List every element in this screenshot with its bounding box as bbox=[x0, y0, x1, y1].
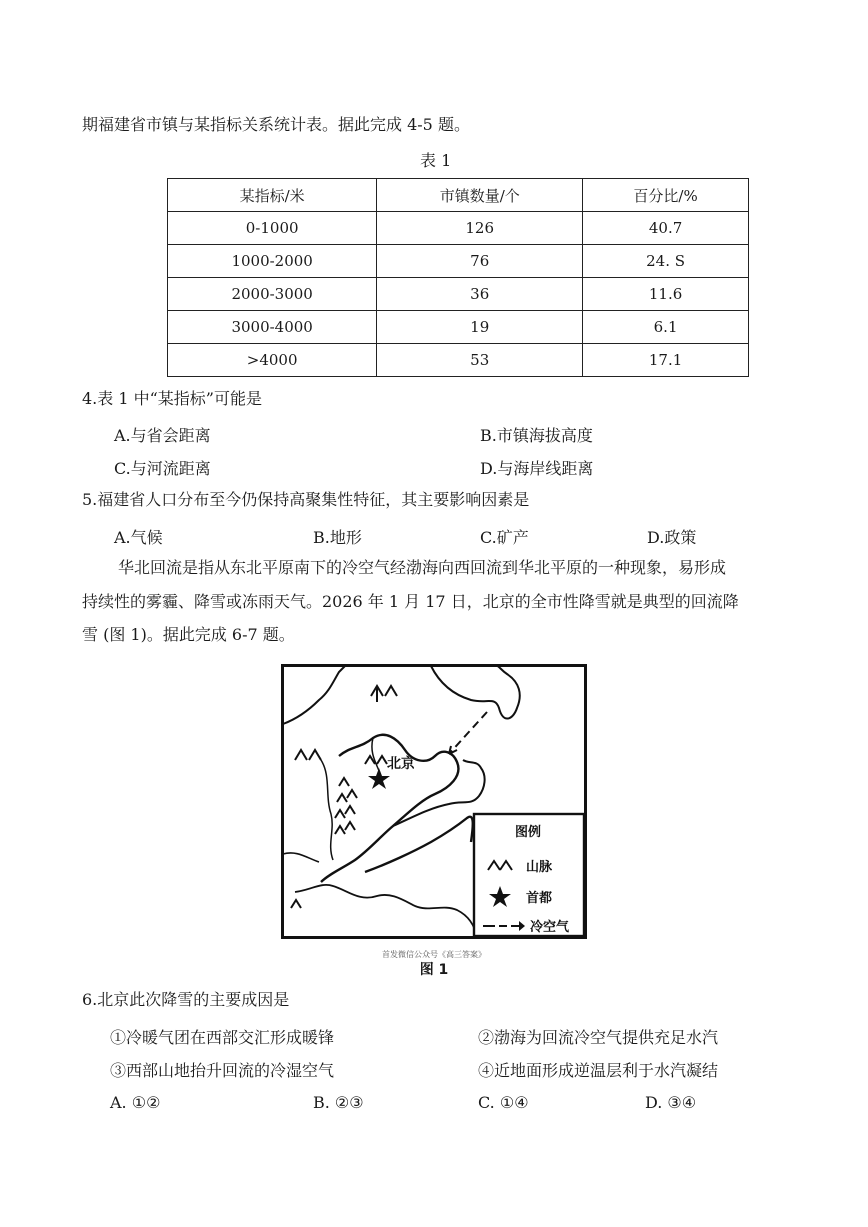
table-row bbox=[168, 344, 749, 377]
q6-statement-1: ①冷暖气团在西部交汇形成暖锋 bbox=[110, 1028, 335, 1047]
passage-line-2: 持续性的雾霾、降雪或冻雨天气。2026 年 1 月 17 日，北京的全市性降雪就是典型的回流降 bbox=[82, 592, 739, 611]
legend-item-mountain: 山脉 bbox=[526, 860, 553, 875]
q6-option-b[interactable]: B. ②③ bbox=[313, 1093, 364, 1112]
q4-stem: 4.表 1 中“某指标”可能是 bbox=[82, 389, 262, 408]
q6-statement-3: ③西部山地抬升回流的冷湿空气 bbox=[110, 1061, 335, 1080]
q6-statement-4: ④近地面形成逆温层利于水汽凝结 bbox=[478, 1061, 719, 1080]
table-cell: 126 bbox=[377, 212, 583, 245]
table-cell: 0-1000 bbox=[168, 212, 377, 245]
legend-item-capital: 首都 bbox=[526, 891, 553, 906]
table-cell: 19 bbox=[377, 311, 583, 344]
q6-statement-2: ②渤海为回流冷空气提供充足水汽 bbox=[478, 1028, 719, 1047]
intro-line: 期福建省市镇与某指标关系统计表。据此完成 4-5 题。 bbox=[82, 115, 470, 134]
legend-title: 图例 bbox=[515, 825, 542, 840]
table-cell: 3000-4000 bbox=[168, 311, 377, 344]
table-cell: 6.1 bbox=[583, 311, 749, 344]
q4-option-a[interactable]: A.与省会距离 bbox=[114, 426, 211, 445]
q5-option-d[interactable]: D.政策 bbox=[647, 528, 697, 547]
table-cell: 53 bbox=[377, 344, 583, 377]
table-cell: 40.7 bbox=[583, 212, 749, 245]
passage-line-3: 雪 (图 1)。据此完成 6-7 题。 bbox=[82, 625, 295, 644]
q5-option-b[interactable]: B.地形 bbox=[313, 528, 362, 547]
q6-option-d[interactable]: D. ③④ bbox=[645, 1093, 697, 1112]
stats-table bbox=[167, 178, 749, 377]
q4-option-b[interactable]: B.市镇海拔高度 bbox=[480, 426, 593, 445]
table-row bbox=[168, 245, 749, 278]
map-legend bbox=[474, 814, 584, 936]
table-caption: 表 1 bbox=[420, 151, 452, 170]
q4-option-d[interactable]: D.与海岸线距离 bbox=[480, 459, 594, 478]
header-cell: 市镇数量/个 bbox=[377, 179, 583, 212]
q6-stem: 6.北京此次降雪的主要成因是 bbox=[82, 990, 290, 1009]
table-header-row bbox=[168, 179, 749, 212]
q5-option-c[interactable]: C.矿产 bbox=[480, 528, 529, 547]
table-row bbox=[168, 212, 749, 245]
table-cell: 2000-3000 bbox=[168, 278, 377, 311]
table-row bbox=[168, 311, 749, 344]
header-cell: 百分比/% bbox=[583, 179, 749, 212]
table-row bbox=[168, 278, 749, 311]
q5-option-a[interactable]: A.气候 bbox=[114, 528, 163, 547]
table-cell: >4000 bbox=[168, 344, 377, 377]
q6-option-a[interactable]: A. ①② bbox=[110, 1093, 161, 1112]
table-cell: 11.6 bbox=[583, 278, 749, 311]
q4-option-c[interactable]: C.与河流距离 bbox=[114, 459, 211, 478]
table-cell: 24. S bbox=[583, 245, 749, 278]
q6-option-c[interactable]: C. ①④ bbox=[478, 1093, 529, 1112]
legend-item-cold-air: 冷空气 bbox=[530, 920, 570, 935]
header-cell: 某指标/米 bbox=[168, 179, 377, 212]
table-cell: 1000-2000 bbox=[168, 245, 377, 278]
table-cell: 36 bbox=[377, 278, 583, 311]
passage-line-1: 华北回流是指从东北平原南下的冷空气经渤海向西回流到华北平原的一种现象，易形成 bbox=[118, 558, 727, 577]
table-cell: 76 bbox=[377, 245, 583, 278]
figure-caption: 图 1 bbox=[419, 962, 449, 978]
watermark-text: 首发微信公众号《高三答案》 bbox=[382, 950, 486, 959]
map-city-label: 北京 bbox=[387, 756, 415, 772]
q5-stem: 5.福建省人口分布至今仍保持高聚集性特征，其主要影响因素是 bbox=[82, 490, 530, 509]
figure-1-map bbox=[281, 664, 587, 939]
table-cell: 17.1 bbox=[583, 344, 749, 377]
